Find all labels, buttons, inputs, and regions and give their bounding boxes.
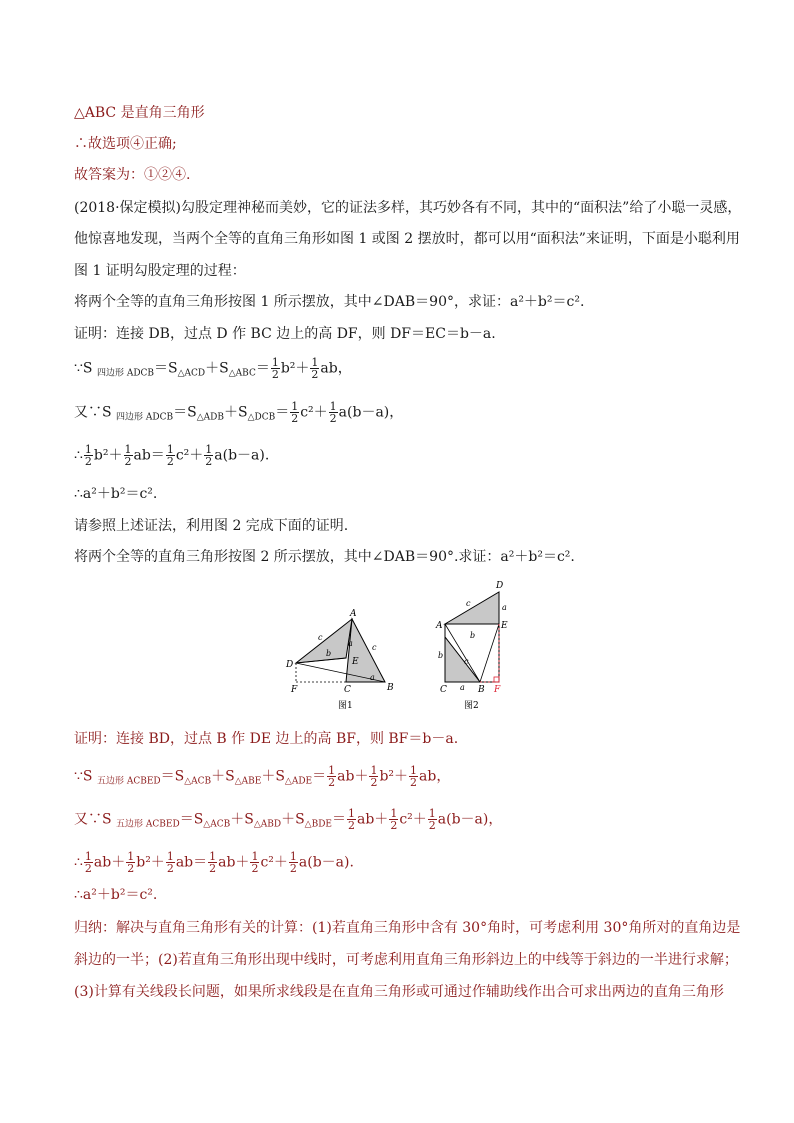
- svg-text:b: b: [470, 631, 476, 640]
- svg-text:a: a: [348, 639, 353, 648]
- svg-text:b: b: [438, 651, 444, 660]
- svg-text:A: A: [436, 621, 443, 631]
- proof-text: 证明：连接 BD，过点 B 作 DE 边上的高 BF，则 BF＝b－a.: [74, 731, 459, 747]
- problem-text: 图 1 证明勾股定理的过程：: [74, 263, 246, 279]
- svg-text:a: a: [370, 673, 375, 682]
- problem-text: 将两个全等的直角三角形按图 2 所示摆放，其中∠DAB＝90°.求证：a²＋b²＝c².: [74, 549, 575, 565]
- text-line: 故答案为：①②④.: [74, 167, 191, 183]
- equation-line: ∴a²＋b²＝c².: [74, 486, 158, 502]
- equation-line: 又∵S $_{四边形 ADCB}=S_{\triangle ADB}+S_{\triangle DCB}=$ $\frac{1}{2}$ c²＋ $\frac{1}{2}$ a(b－a)，: [74, 400, 404, 425]
- svg-text:c: c: [372, 643, 377, 652]
- equation-line: ∵S $_{四边形 ADCB}=S_{\triangle ACD}+S_{\triangle ABC}=$ $\frac{1}{2}$ b²＋ $\frac{1}{2}$ ab，: [74, 356, 352, 381]
- equation-line: ∴a²＋b²＝c².: [74, 887, 158, 903]
- equation-line: ∴ $\frac{1}{2}$ ab＋ $\frac{1}{2}$ b²＋ $\frac{1}{2}$ ab＝ $\frac{1}{2}$ ab＋ $\frac{1}{2}$ c²＋ $\frac{1}{2}$ a(b－a).: [74, 850, 354, 875]
- svg-text:c: c: [318, 633, 323, 642]
- problem-text: 将两个全等的直角三角形按图 1 所示摆放，其中∠DAB＝90°，求证：a²＋b²＝c².: [74, 294, 585, 310]
- figure-2: [435, 581, 508, 711]
- svg-text:F: F: [291, 685, 298, 695]
- svg-text:C: C: [344, 685, 351, 695]
- summary-text: 斜边的一半；(2)若直角三角形出现中线时，可考虑利用直角三角形斜边上的中线等于斜边的一半进行求解；: [74, 952, 738, 968]
- figure-2-caption: 图2: [464, 701, 479, 711]
- svg-text:C: C: [440, 685, 447, 695]
- svg-text:E: E: [352, 657, 359, 667]
- svg-text:D: D: [496, 581, 504, 591]
- equation-line: ∵S $_{五边形 ACBED}=S_{\triangle ACB}+S_{\triangle ABE}+S_{\triangle ADE}=$ $\frac{1}{2}$ ab＋ $\frac{1}{2}$ b²＋ $\frac{1}{2}$ ab，: [74, 764, 451, 789]
- svg-text:a: a: [502, 603, 507, 612]
- svg-text:b: b: [326, 649, 332, 658]
- text-line: ∴故选项④正确;: [74, 136, 177, 152]
- svg-text:B: B: [387, 683, 394, 693]
- figure-1: [285, 609, 394, 711]
- svg-text:a: a: [460, 683, 465, 692]
- summary-text: 归纳：解决与直角三角形有关的计算：(1)若直角三角形中含有 30°角时，可考虑利用 30°角所对的直角边是: [74, 920, 741, 936]
- geometry-figures: [280, 578, 520, 714]
- proof-text: 证明：连接 DB，过点 D 作 BC 边上的高 DF，则 DF＝EC＝b－a.: [74, 326, 496, 342]
- figure-1-caption: 图1: [338, 701, 353, 711]
- summary-text: (3)计算有关线段长问题，如果所求线段是在直角三角形或可通过作辅助线作出合可求出两边的直角三角形: [74, 984, 724, 1000]
- svg-text:c: c: [466, 599, 471, 608]
- figure-area: [280, 578, 520, 714]
- problem-text: 请参照上述证法，利用图 2 完成下面的证明.: [74, 518, 349, 534]
- problem-text: 他惊喜地发现，当两个全等的直角三角形如图 1 或图 2 摆放时，都可以用“面积法”来证明，下面是小聪利用: [74, 231, 740, 247]
- equation-line: 又∵S $_{五边形 ACBED}=S_{\triangle ACB}+S_{\triangle ABD}+S_{\triangle BDE}=$ $\frac{1}{2}$ ab＋ $\frac{1}{2}$ c²＋ $\frac{1}{2}$ a(b－a)，: [74, 807, 503, 832]
- equation-line: ∴ $\frac{1}{2}$ b²＋ $\frac{1}{2}$ ab＝ $\frac{1}{2}$ c²＋ $\frac{1}{2}$ a(b－a).: [74, 443, 270, 468]
- problem-text: (2018·保定模拟)勾股定理神秘而美妙，它的证法多样，其巧妙各有不同，其中的“面积法”给了小聪一灵感，: [74, 200, 742, 216]
- svg-text:c: c: [464, 657, 469, 666]
- svg-text:B: B: [478, 685, 485, 695]
- svg-text:D: D: [286, 660, 294, 670]
- svg-text:A: A: [350, 609, 357, 619]
- svg-text:E: E: [501, 621, 508, 631]
- svg-text:F: F: [494, 685, 501, 695]
- text-line: △ABC 是直角三角形: [74, 105, 205, 121]
